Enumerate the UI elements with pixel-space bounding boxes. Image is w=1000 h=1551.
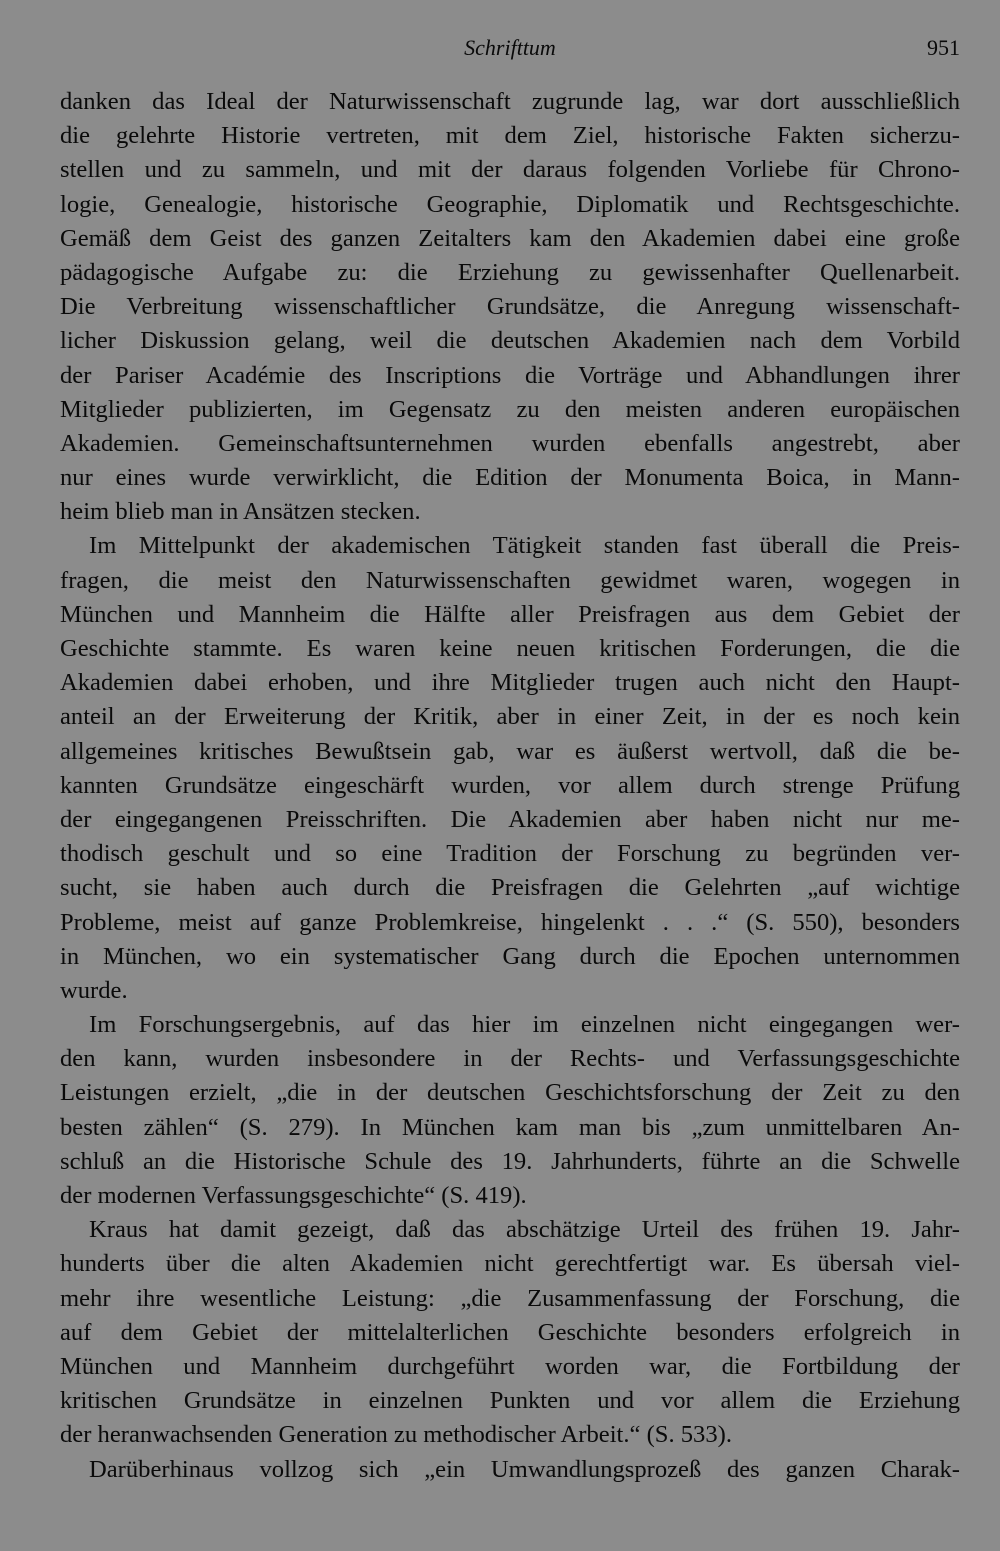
paragraph	[60, 1453, 960, 1487]
text-line: Akademien. Gemeinschaftsunternehmen wurden ebenfalls angestrebt, aber	[60, 429, 960, 457]
text-line: allgemeines kritisches Bewußtsein gab, war es äußerst wertvoll, daß die be-	[60, 737, 960, 765]
paragraph	[60, 85, 960, 529]
text-line: Im Mittelpunkt der akademischen Tätigkeit standen fast überall die Preis-	[89, 532, 960, 560]
text-line: München und Mannheim die Hälfte aller Preisfragen aus dem Gebiet der	[60, 600, 960, 628]
text-line: pädagogische Aufgabe zu: die Erziehung zu gewissenhafter Quellenarbeit.	[60, 258, 960, 286]
text-line: der heranwachsenden Generation zu methodischer Arbeit.“ (S. 533).	[60, 1421, 732, 1449]
text-line: in München, wo ein systematischer Gang durch die Epochen unternommen	[60, 942, 960, 970]
text-line: nur eines wurde verwirklicht, die Edition der Monumenta Boica, in Mann-	[60, 464, 960, 492]
page-number: 951	[927, 35, 960, 60]
text-line: Probleme, meist auf ganze Problemkreise, hingelenkt . . .“ (S. 550), besonders	[60, 908, 960, 936]
text-line: stellen und zu sammeln, und mit der daraus folgenden Vorliebe für Chrono-	[60, 156, 960, 184]
paragraph	[60, 529, 960, 1008]
text-line: der Pariser Académie des Inscriptions die Vorträge und Abhandlungen ihrer	[60, 361, 960, 389]
text-line: Geschichte stammte. Es waren keine neuen kritischen Forderungen, die die	[60, 635, 960, 662]
text-line: heim blieb man in Ansätzen stecken.	[60, 498, 421, 526]
text-line: Im Forschungsergebnis, auf das hier im einzelnen nicht eingegangen wer-	[89, 1011, 960, 1039]
text-line: anteil an der Erweiterung der Kritik, aber in einer Zeit, in der es noch kein	[60, 703, 960, 731]
text-line: Die Verbreitung wissenschaftlicher Grundsätze, die Anregung wissenschaft-	[60, 293, 960, 321]
paragraph	[60, 1008, 960, 1213]
text-line: Darüberhinaus vollzog sich „ein Umwandlungsprozeß des ganzen Charak-	[89, 1455, 960, 1483]
text-line: auf dem Gebiet der mittelalterlichen Geschichte besonders erfolgreich in	[60, 1318, 960, 1346]
text-line: logie, Genealogie, historische Geographie, Diplomatik und Rechtsgeschichte.	[60, 190, 960, 218]
running-head	[60, 30, 960, 66]
text-line: den kann, wurden insbesondere in der Rechts- und Verfassungsgeschichte	[60, 1045, 960, 1073]
text-line: mehr ihre wesentliche Leistung: „die Zusammenfassung der Forschung, die	[60, 1284, 960, 1312]
text-line: sucht, sie haben auch durch die Preisfragen die Gelehrten „auf wichtige	[60, 874, 960, 902]
text-line: Mitglieder publizierten, im Gegensatz zu den meisten anderen europäischen	[60, 395, 960, 423]
text-line: die gelehrte Historie vertreten, mit dem Ziel, historische Fakten sicherzu-	[60, 122, 960, 150]
text-line: licher Diskussion gelang, weil die deutschen Akademien nach dem Vorbild	[60, 327, 960, 355]
text-line: München und Mannheim durchgeführt worden war, die Fortbildung der	[60, 1352, 960, 1380]
text-line: hunderts über die alten Akademien nicht gerechtfertigt war. Es übersah viel-	[60, 1250, 960, 1278]
text-line: thodisch geschult und so eine Tradition der Forschung zu begründen ver-	[60, 840, 960, 868]
text-line: kritischen Grundsätze in einzelnen Punkten und vor allem die Erziehung	[60, 1387, 960, 1415]
text-line: Akademien dabei erhoben, und ihre Mitglieder trugen auch nicht den Haupt-	[60, 669, 960, 697]
text-line: Leistungen erzielt, „die in der deutschen Geschichtsforschung der Zeit zu den	[60, 1079, 960, 1107]
text-line: Gemäß dem Geist des ganzen Zeitalters kam den Akademien dabei eine große	[60, 224, 960, 252]
running-title: Schrifttum	[464, 35, 556, 60]
text-line: besten zählen“ (S. 279). In München kam man bis „zum unmittelbaren An-	[60, 1113, 960, 1141]
text-line: schluß an die Historische Schule des 19. Jahrhunderts, führte an die Schwelle	[60, 1147, 960, 1175]
paragraph	[60, 1213, 960, 1452]
text-line: der modernen Verfassungsgeschichte“ (S. 419).	[60, 1182, 527, 1209]
text-line: kannten Grundsätze eingeschärft wurden, vor allem durch strenge Prüfung	[60, 771, 960, 799]
text-line: fragen, die meist den Naturwissenschaften gewidmet waren, wogegen in	[60, 566, 960, 594]
text-line: wurde.	[60, 976, 128, 1004]
body-text	[60, 85, 960, 1487]
text-line: der eingegangenen Preisschriften. Die Akademien aber haben nicht nur me-	[60, 805, 960, 833]
text-line: Kraus hat damit gezeigt, daß das abschätzige Urteil des frühen 19. Jahr-	[89, 1216, 960, 1244]
text-line: danken das Ideal der Naturwissenschaft zugrunde lag, war dort ausschließlich	[60, 88, 960, 115]
